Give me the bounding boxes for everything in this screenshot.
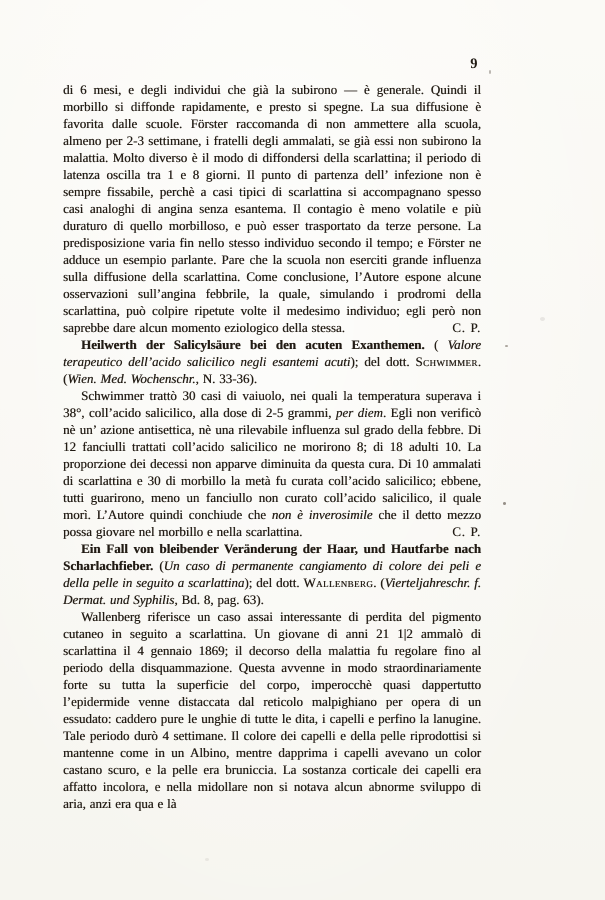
- page-number: 9: [470, 56, 478, 72]
- reviewer-initials: C. P.: [452, 320, 481, 335]
- article1-latin-phrase: per diem: [335, 405, 383, 420]
- article1-author: Schwimmer: [415, 354, 478, 369]
- article2-review-paragraph: [63, 608, 481, 812]
- scan-speck: [489, 70, 491, 74]
- article2-title-italian: Un caso di permanente cangiamento di colore dei peli e della pelle in seguito a scarlattina: [63, 558, 481, 590]
- article1-heading-punct-mid: ); del dott.: [350, 354, 416, 369]
- scan-speck: [503, 502, 506, 505]
- article1-heading-punct-open: (: [424, 337, 448, 352]
- article2-heading: [63, 540, 481, 608]
- article1-citation-tail: , N. 33-36).: [195, 371, 258, 386]
- paragraph-continuation: [63, 81, 481, 336]
- article2-author: Wallenberg: [303, 575, 374, 590]
- article1-heading: [63, 336, 481, 387]
- article1-heading-punct-sep: . (: [63, 354, 481, 386]
- scan-speck: [205, 858, 209, 861]
- article1-journal-citation: Wien. Med. Wochenschr.: [67, 371, 196, 386]
- article2-heading-punct-open: (: [153, 558, 164, 573]
- article2-text: Wallenberg riferisce un caso assai interessante di perdita del pigmento cutaneo in seguito a scarlattina. Un giovane di anni 21 1|2 ammalò di scarlattina il 4 gennaio 1869; il decorso della malattia fu regolare fino al periodo della disquammazione. Questa avvenne in modo straordinariamente forte su tutta la superficie del corpo, imperocchè quasi dappertutto l’epidermide venne distaccata dal reticolo malpighiano per opera di un essudato: caddero pure le unghie di tutte le dita, i capelli e perfino la lanugine. Tale periodo durò 4 settimane. Il colore dei capelli e della pelle riprodottisi si mantenne come in un Albino, mentre dapprima i capelli avevano un color castano scuro, e la pelle era bruniccia. La sostanza corticale dei capelli era affatto incolora, e nella midollare non si notava alcun abnorme sviluppo di aria, anzi era qua e là: [63, 609, 481, 811]
- article1-title-italian: Valore terapeutico dell’acido salicilico negli esantemi acuti: [63, 337, 482, 369]
- article1-emphasis-phrase: non è inverosimile: [271, 507, 373, 522]
- article1-text-segment: . Egli non verificò nè un’ azione antisettica, nè una rilevabile influenza sul grado della febbre. Di 12 fanciulli trattati coll’acido salicilico ne morirono 8; di 18 adulti 10. La proporzione dei decessi non apparve diminuita da questa cura. Di 10 ammalati di scarlattina e 30 di morbillo la metà fu curata coll’acido salicilico; ebbene, tutti guarirono, meno un fanciullo non curato coll’acido salicilico, il quale morì. L’Autore quindi conchiude che: [63, 405, 482, 522]
- article1-text-segment: che il detto mezzo possa giovare nel morbillo e nella scarlattina.: [63, 507, 481, 539]
- article1-review-paragraph: [63, 387, 481, 540]
- article2-heading-punct-sep: . (: [373, 575, 385, 590]
- scan-speck: [505, 345, 508, 347]
- article1-title-german: Heilwerth der Salicylsäure bei den acuten Exanthemen.: [81, 337, 425, 352]
- paragraph-continuation-text: di 6 mesi, e degli individui che già la subirono — è generale. Quindi il morbillo si diffonde rapidamente, e presto si spegne. La sua diffusione è favorita dalle scuole. Förster raccomanda di non ammettere alla scuola, almeno per 2-3 settimane, i fratelli degli ammalati, se già essi non subirono la malattia. Molto diverso è il modo di diffondersi della scarlattina; il periodo di latenza oscilla tra 1 e 8 giorni. Il punto di partenza dell’ infezione non è sempre fissabile, perchè a casi tipici di scarlattina si accompagnano spesso casi analoghi di angina senza esantema. Il contagio è meno volatile e più duraturo di quello morbilloso, e può esser trasportato da terze persone. La predisposizione varia fin nello stesso individuo secondo il tempo; e Förster ne adduce un esempio parlante. Pare che la scuola non eserciti grande influenza sulla diffusione della scarlattina. Come conclusione, l’Autore espone alcune osservazioni sull’angina febbrile, la quale, simulando i prodromi della scarlattina, può colpire ripetute volte il medesimo individuo; egli però non saprebbe dare alcun momento eziologico della stessa.: [63, 82, 481, 335]
- article2-heading-punct-mid: ); del dott.: [244, 575, 304, 590]
- reviewer-initials: C. P.: [452, 524, 481, 539]
- article1-text-segment: Schwimmer trattò 30 casi di vaiuolo, nei quali la temperatura superava i 38°, coll’acido salicilico, alla dose di 2-5 grammi,: [63, 388, 481, 420]
- scan-speck: [540, 317, 545, 321]
- article2-title-german: Ein Fall von bleibender Veränderung der Haar, und Hautfarbe nach Scharlachfieber.: [63, 541, 481, 573]
- article2-journal-citation: Vierteljahreschr. f. Dermat. und Syphilis: [63, 575, 481, 607]
- article2-citation-tail: , Bd. 8, pag. 63).: [174, 592, 264, 607]
